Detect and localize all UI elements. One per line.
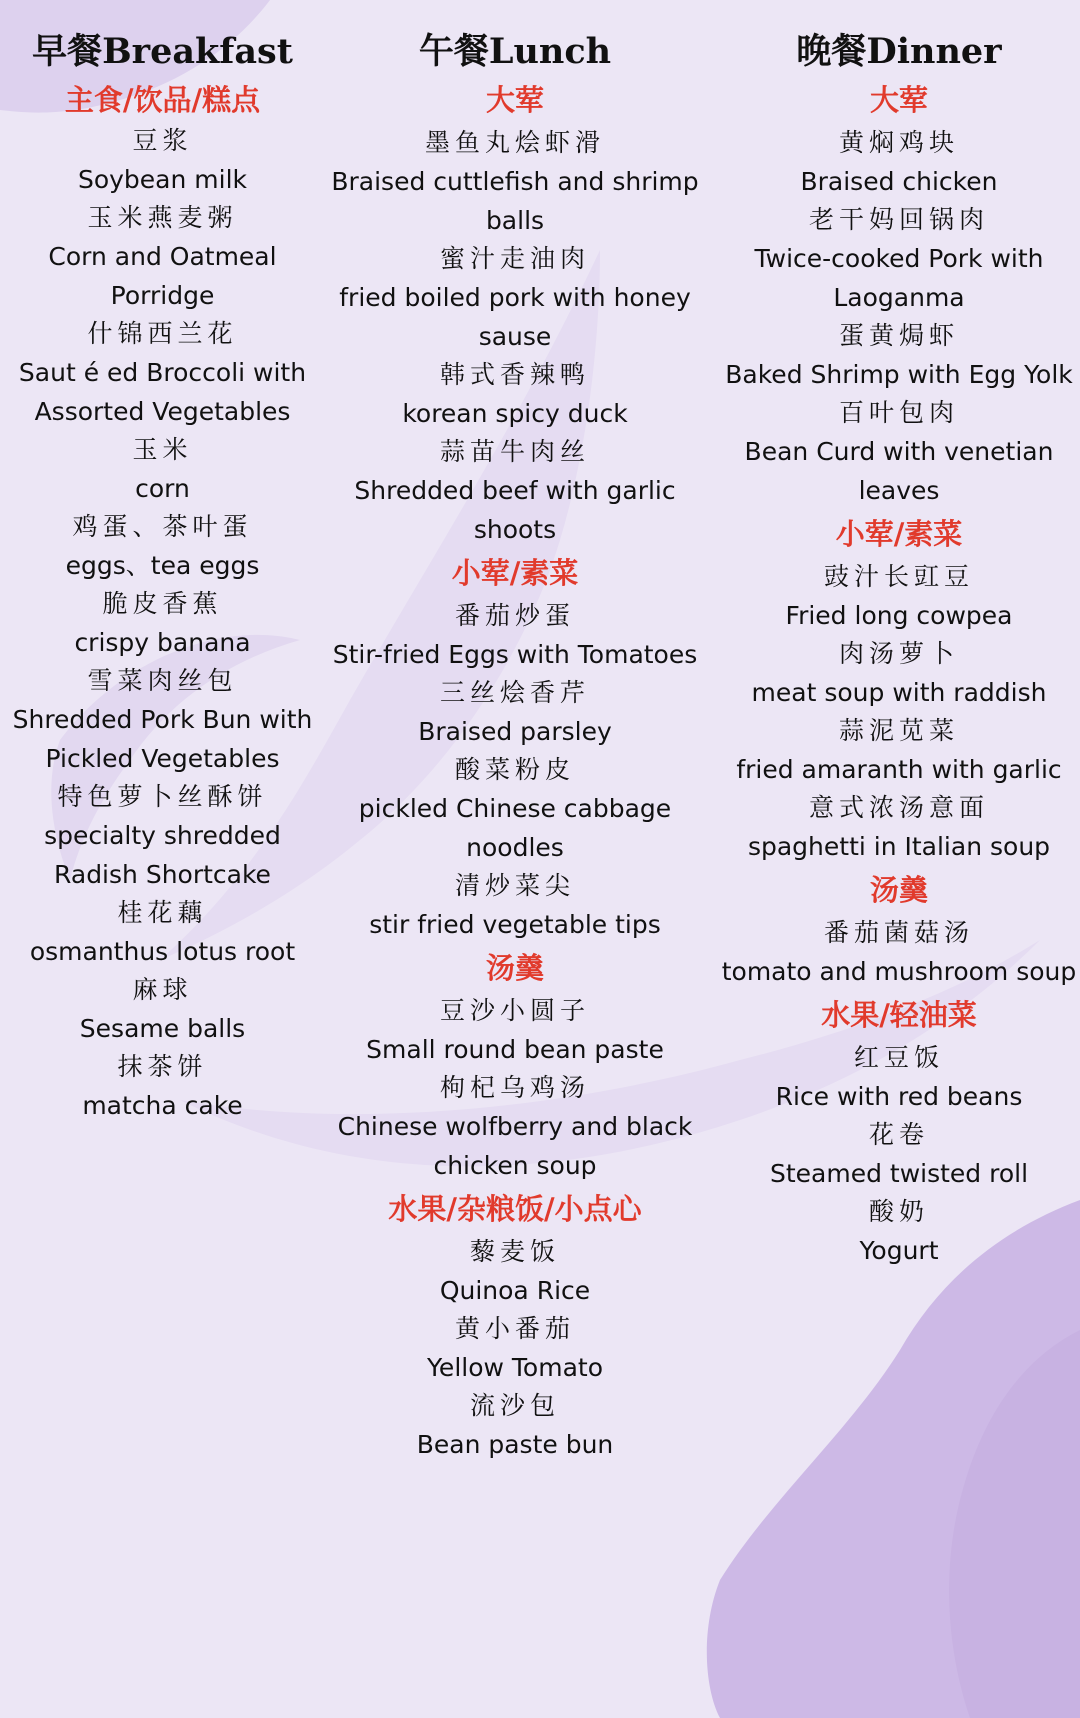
- section-title: 水果/杂粮饭/小点心: [388, 1192, 642, 1226]
- dish-name-cn: 鸡蛋、茶叶蛋: [72, 512, 253, 541]
- dish-name-en: Small round bean paste: [366, 1035, 664, 1064]
- dish-name-cn: 蛋黄焗虾: [838, 321, 959, 350]
- dish-name-cn: 墨鱼丸烩虾滑: [424, 128, 605, 157]
- dish-name-en: Rice with red beans: [775, 1082, 1023, 1111]
- section-title: 水果/轻油菜: [821, 998, 977, 1032]
- dish-name-en: Braised cuttlefish and shrimp balls: [331, 167, 699, 235]
- dish-name-en: Braised parsley: [418, 717, 612, 746]
- dish-name-en: meat soup with raddish: [751, 678, 1047, 707]
- dish-name-en: Yogurt: [859, 1236, 939, 1265]
- dish-name-cn: 藜麦饭: [469, 1237, 560, 1266]
- dish-name-en: Stir-fried Eggs with Tomatoes: [332, 640, 698, 669]
- dish-name-cn: 百叶包肉: [838, 398, 959, 427]
- dish-name-en: matcha cake: [82, 1091, 243, 1120]
- dinner-title: 晚餐Dinner: [796, 31, 1002, 72]
- dish-name-cn: 黄小番茄: [454, 1314, 575, 1343]
- section-title: 汤羹: [869, 873, 928, 907]
- dish-name-en: corn: [135, 474, 190, 503]
- dish-name-en: Corn and Oatmeal Porridge: [48, 242, 277, 310]
- dish-name-cn: 枸杞乌鸡汤: [439, 1073, 590, 1102]
- dish-name-en: stir fried vegetable tips: [369, 910, 661, 939]
- dish-name-cn: 酸奶: [868, 1197, 929, 1226]
- section-title: 主食/饮品/糕点: [64, 83, 261, 117]
- dish-name-cn: 豆浆: [132, 126, 193, 155]
- dish-name-cn: 玉米燕麦粥: [87, 203, 238, 232]
- dish-name-cn: 清炒菜尖: [454, 871, 575, 900]
- dish-name-cn: 蜜汁走油肉: [439, 244, 590, 273]
- dish-name-cn: 蒜泥苋菜: [838, 716, 959, 745]
- dish-name-en: osmanthus lotus root: [29, 937, 296, 966]
- dish-name-en: Braised chicken: [800, 167, 998, 196]
- dish-name-en: eggs、tea eggs: [65, 551, 260, 580]
- dish-name-en: pickled Chinese cabbage noodles: [358, 794, 672, 862]
- dish-name-cn: 黄焖鸡块: [838, 128, 959, 157]
- dish-name-cn: 红豆饭: [853, 1043, 944, 1072]
- column-breakfast: [0, 0, 325, 1125]
- dish-name-cn: 花卷: [868, 1120, 929, 1149]
- section-title: 小荤/素菜: [835, 517, 963, 551]
- section-title: 大荤: [869, 83, 928, 117]
- dish-name-en: Shredded beef with garlic shoots: [354, 476, 676, 544]
- dish-name-en: Chinese wolfberry and black chicken soup: [337, 1112, 693, 1180]
- dish-name-en: korean spicy duck: [402, 399, 628, 428]
- dish-name-en: tomato and mushroom soup: [721, 957, 1077, 986]
- dish-name-cn: 蒜苗牛肉丝: [439, 437, 590, 466]
- dish-name-cn: 肉汤萝卜: [838, 639, 959, 668]
- dish-name-cn: 意式浓汤意面: [808, 793, 989, 822]
- column-dinner: [718, 0, 1080, 1270]
- dish-name-cn: 韩式香辣鸭: [439, 360, 590, 389]
- dish-name-cn: 脆皮香蕉: [102, 589, 223, 618]
- dish-name-en: Fried long cowpea: [785, 601, 1013, 630]
- dish-name-cn: 三丝烩香芹: [439, 678, 590, 707]
- dish-name-en: fried amaranth with garlic: [736, 755, 1062, 784]
- section-title: 大荤: [485, 83, 544, 117]
- dish-name-cn: 番茄炒蛋: [454, 601, 575, 630]
- dish-name-en: fried boiled pork with honey sause: [339, 283, 691, 351]
- dish-name-en: Quinoa Rice: [439, 1276, 591, 1305]
- dish-name-cn: 抹茶饼: [117, 1052, 208, 1081]
- dish-name-cn: 什锦西兰花: [87, 319, 238, 348]
- dish-name-cn: 老干妈回锅肉: [808, 205, 989, 234]
- column-lunch: [325, 0, 705, 1464]
- dish-name-en: Shredded Pork Bun with Pickled Vegetables: [12, 705, 313, 773]
- dish-name-cn: 桂花藕: [117, 898, 208, 927]
- breakfast-title: 早餐Breakfast: [32, 31, 293, 72]
- dish-name-cn: 豆沙小圆子: [439, 996, 590, 1025]
- section-title: 汤羹: [485, 951, 544, 985]
- dish-name-cn: 酸菜粉皮: [454, 755, 575, 784]
- section-title: 小荤/素菜: [451, 556, 579, 590]
- dish-name-en: Baked Shrimp with Egg Yolk: [725, 360, 1073, 389]
- dish-name-en: Bean Curd with venetian leaves: [744, 437, 1054, 505]
- dish-name-cn: 特色萝卜丝酥饼: [57, 782, 268, 811]
- dish-name-en: Sesame balls: [79, 1014, 246, 1043]
- dish-name-en: Saut é ed Broccoli with Assorted Vegetables: [18, 358, 307, 426]
- dish-name-en: Bean paste bun: [416, 1430, 614, 1459]
- dish-name-en: specialty shredded Radish Shortcake: [44, 821, 281, 889]
- dish-name-en: Steamed twisted roll: [769, 1159, 1029, 1188]
- dish-name-cn: 豉汁长豇豆: [823, 562, 974, 591]
- lunch-title: 午餐Lunch: [418, 31, 612, 72]
- dish-name-en: crispy banana: [74, 628, 251, 657]
- dish-name-cn: 雪菜肉丝包: [87, 666, 238, 695]
- dish-name-en: Twice-cooked Pork with Laoganma: [754, 244, 1044, 312]
- dish-name-cn: 番茄菌菇汤: [823, 918, 974, 947]
- dish-name-cn: 玉米: [132, 435, 193, 464]
- dish-name-cn: 流沙包: [469, 1391, 560, 1420]
- dish-name-cn: 麻球: [132, 975, 193, 1004]
- dish-name-en: Yellow Tomato: [426, 1353, 603, 1382]
- dish-name-en: spaghetti in Italian soup: [747, 832, 1051, 861]
- dish-name-en: Soybean milk: [77, 165, 248, 194]
